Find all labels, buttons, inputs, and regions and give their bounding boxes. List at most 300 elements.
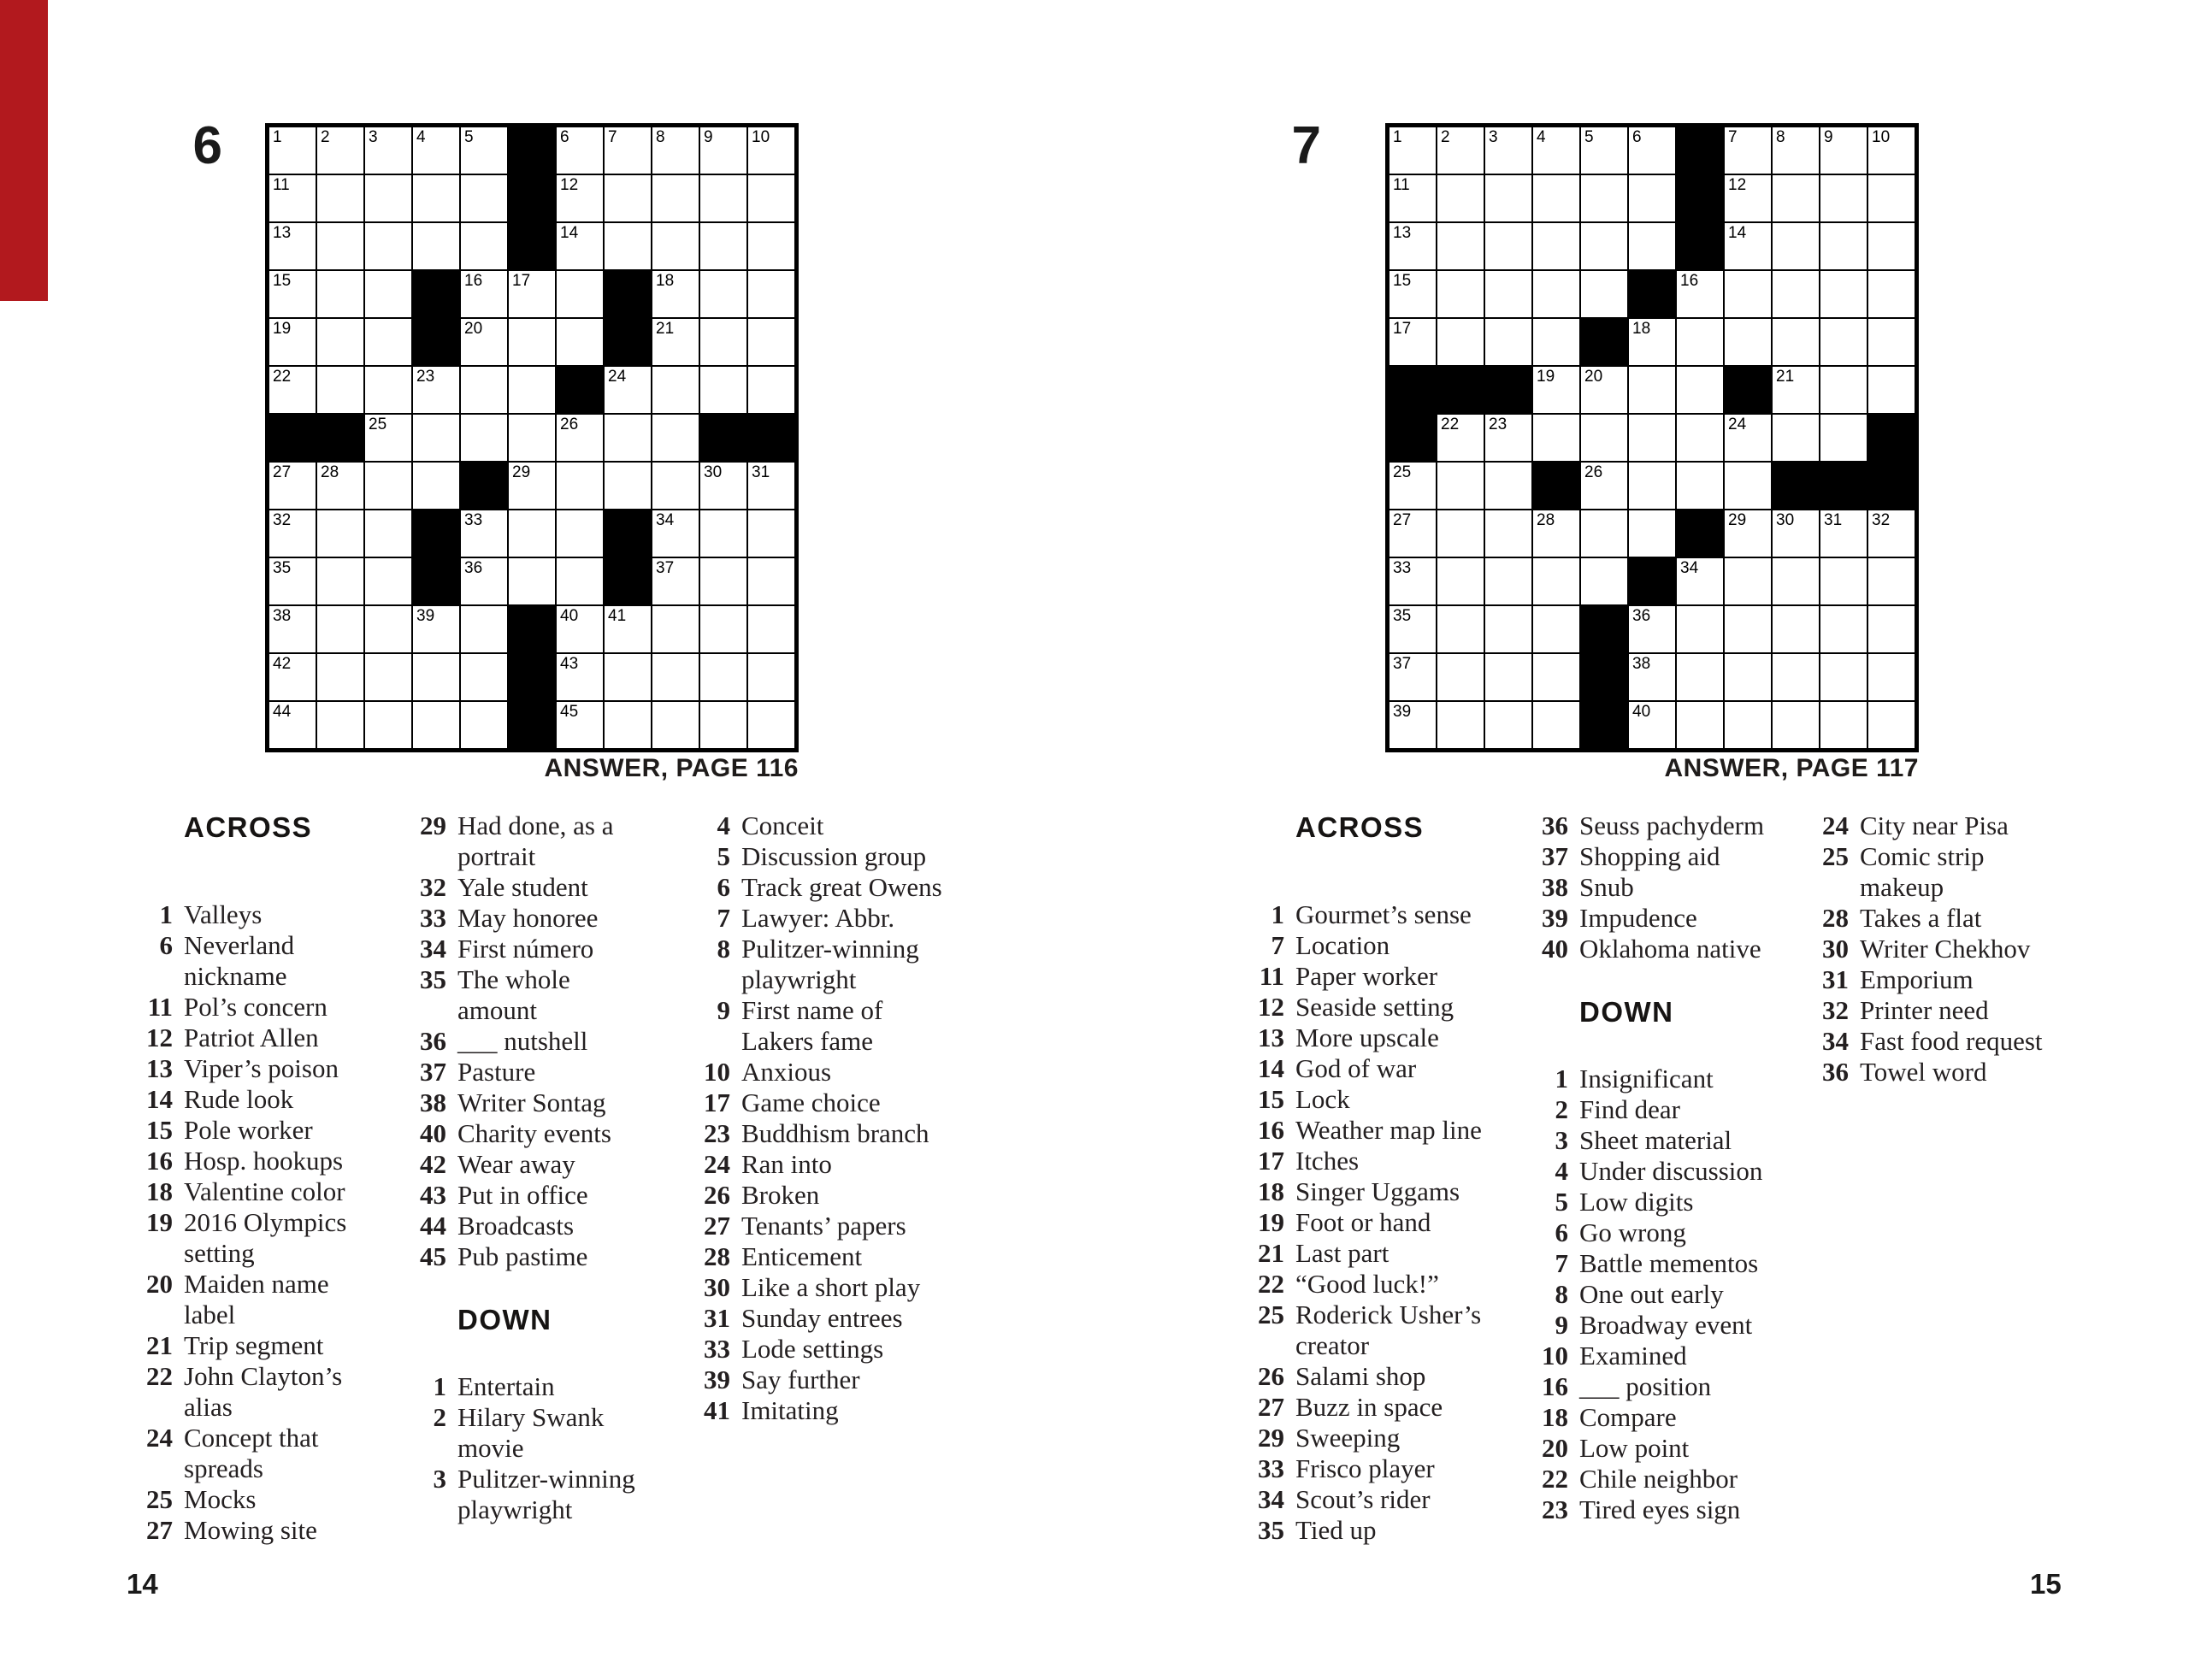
- clue-item: [1505, 1464, 1787, 1494]
- cell-number: 21: [656, 320, 675, 338]
- clue-text: Compare: [1579, 1402, 1677, 1432]
- grid-cell: [1437, 174, 1484, 222]
- cell-number: 9: [704, 128, 713, 146]
- grid-cell: [364, 605, 412, 653]
- clue-text: Singer Uggams: [1295, 1176, 1460, 1206]
- grid-cell: [364, 270, 412, 318]
- grid-cell: [1628, 653, 1676, 701]
- grid-cell: [1772, 270, 1820, 318]
- clue-item: [120, 1146, 402, 1176]
- clue-item: [1785, 1026, 2102, 1057]
- clue-number: 31: [1822, 964, 1849, 994]
- clue-text: May honoree: [457, 903, 599, 933]
- cell-number: 26: [1584, 463, 1603, 481]
- grid-cell: [364, 127, 412, 174]
- clue-item: [1221, 1515, 1503, 1546]
- cell-number: 37: [1393, 655, 1412, 673]
- clue-item: [383, 1241, 657, 1272]
- grid-cell: [1532, 653, 1580, 701]
- grid-cell: [747, 462, 795, 510]
- clue-item: [1221, 1484, 1503, 1515]
- grid-cell: [508, 462, 556, 510]
- clue-number: 17: [1258, 1146, 1284, 1176]
- clue-item: [383, 1402, 657, 1464]
- clue-number: 16: [146, 1146, 173, 1176]
- grid-cell: [1484, 318, 1532, 366]
- grid-cell: [364, 701, 412, 749]
- clue-number: 25: [1822, 841, 1849, 871]
- cell-number: 30: [704, 463, 723, 481]
- clue-text: Concept that spreads: [184, 1423, 319, 1483]
- grid-cell: [460, 605, 508, 653]
- cell-number: 14: [1728, 224, 1747, 242]
- grid-cell: [268, 222, 316, 270]
- clue-text: Hilary Swank movie: [457, 1402, 605, 1463]
- clue-item: [120, 1207, 402, 1269]
- cell-number: 25: [369, 416, 387, 433]
- grid-cell: [1580, 510, 1628, 557]
- clue-text: Towel word: [1860, 1057, 1987, 1087]
- black-square: [1532, 462, 1580, 510]
- clue-number: 8: [717, 934, 730, 964]
- cell-number: 4: [1537, 128, 1546, 146]
- grid-cell: [1532, 510, 1580, 557]
- cell-number: 11: [273, 176, 290, 194]
- clue-number: 11: [1259, 961, 1284, 991]
- grid-cell: [1532, 222, 1580, 270]
- clue-number: 10: [1542, 1341, 1568, 1371]
- grid-cell: [1724, 270, 1772, 318]
- grid-cell: [1772, 366, 1820, 414]
- clue-number: 17: [704, 1088, 730, 1117]
- clue-text: More upscale: [1295, 1023, 1439, 1052]
- grid-cell: [508, 557, 556, 605]
- grid-cell: [1437, 222, 1484, 270]
- clue-text: Buzz in space: [1295, 1392, 1443, 1422]
- clue-text: Had done, as a portrait: [457, 811, 614, 871]
- grid-cell: [1484, 462, 1532, 510]
- clue-text: Itches: [1295, 1146, 1360, 1176]
- clue-number: 23: [1542, 1494, 1568, 1524]
- clue-item: [1505, 1187, 1787, 1217]
- clue-number: 4: [1555, 1156, 1568, 1186]
- clue-item: [383, 1180, 657, 1211]
- grid-cell: [1724, 414, 1772, 462]
- clue-number: 32: [1822, 995, 1849, 1025]
- clue-text: Scout’s rider: [1295, 1484, 1431, 1514]
- grid-cell: [699, 127, 747, 174]
- clue-text: Lawyer: Abbr.: [741, 903, 895, 933]
- grid-cell: [1867, 701, 1915, 749]
- grid-cell: [652, 462, 699, 510]
- clue-item: [1221, 1176, 1503, 1207]
- grid-cell: [556, 557, 604, 605]
- clue-text: Battle mementos: [1579, 1248, 1759, 1278]
- grid-cell: [508, 366, 556, 414]
- clue-text: Sweeping: [1295, 1423, 1401, 1453]
- clue-item: [1221, 1238, 1503, 1269]
- clue-number: 27: [1258, 1392, 1284, 1422]
- clue-number: 5: [717, 841, 730, 871]
- grid-cell: [1772, 605, 1820, 653]
- grid-cell: [460, 222, 508, 270]
- grid-cell: [412, 366, 460, 414]
- clue-number: 1: [1555, 1064, 1568, 1093]
- grid-cell: [1532, 701, 1580, 749]
- clue-text: Sunday entrees: [741, 1303, 903, 1333]
- clue-text: Broken: [741, 1180, 820, 1210]
- grid-cell: [364, 318, 412, 366]
- clue-text: Impudence: [1579, 903, 1697, 933]
- clue-number: 35: [420, 964, 446, 994]
- puzzle-number-7: 7: [1291, 116, 1321, 175]
- cell-number: 33: [1393, 559, 1412, 577]
- clue-number: 35: [1258, 1515, 1284, 1545]
- grid-cell: [412, 222, 460, 270]
- clue-number: 18: [146, 1176, 173, 1206]
- black-square: [1628, 557, 1676, 605]
- clue-number: 8: [1555, 1279, 1568, 1309]
- cell-number: 22: [1441, 416, 1460, 433]
- grid-cell: [364, 510, 412, 557]
- grid-cell: [699, 318, 747, 366]
- grid-cell: [1484, 510, 1532, 557]
- clue-text: Rude look: [184, 1084, 294, 1114]
- grid-cell: [556, 653, 604, 701]
- grid-cell: [1628, 510, 1676, 557]
- grid-cell: [1628, 174, 1676, 222]
- grid-cell: [1820, 557, 1867, 605]
- grid-cell: [268, 557, 316, 605]
- cell-number: 28: [321, 463, 339, 481]
- clue-text: Roderick Usher’s creator: [1295, 1300, 1482, 1360]
- clue-number: 7: [717, 903, 730, 933]
- clue-item: [1785, 995, 2102, 1026]
- black-square: [1484, 366, 1532, 414]
- clue-number: 29: [420, 811, 446, 840]
- clue-number: 1: [159, 899, 173, 929]
- clue-number: 12: [1258, 992, 1284, 1022]
- cell-number: 39: [1393, 703, 1412, 721]
- grid-cell: [556, 462, 604, 510]
- black-square: [508, 222, 556, 270]
- grid-cell: [556, 701, 604, 749]
- clue-number: 31: [704, 1303, 730, 1333]
- clue-text: Say further: [741, 1365, 860, 1394]
- grid-cell: [1820, 366, 1867, 414]
- cell-number: 37: [656, 559, 675, 577]
- grid-cell: [1772, 557, 1820, 605]
- grid-cell: [316, 462, 364, 510]
- grid-cell: [652, 414, 699, 462]
- clue-number: 2: [433, 1402, 446, 1432]
- cell-number: 16: [464, 272, 483, 290]
- grid-cell: [1772, 701, 1820, 749]
- black-square: [1676, 174, 1724, 222]
- grid-cell: [747, 270, 795, 318]
- clue-item: [383, 1464, 657, 1525]
- grid-cell: [652, 510, 699, 557]
- cell-number: 3: [1489, 128, 1498, 146]
- grid-cell: [652, 318, 699, 366]
- clue-item: [383, 1149, 657, 1180]
- clue-text: Lode settings: [741, 1334, 884, 1364]
- clue-item: [1505, 872, 1787, 903]
- black-square: [508, 605, 556, 653]
- black-square: [268, 414, 316, 462]
- clue-item: [383, 1088, 657, 1118]
- clue-item: [667, 903, 966, 934]
- grid-cell: [1532, 318, 1580, 366]
- cell-number: 35: [273, 559, 292, 577]
- grid-cell: [1484, 414, 1532, 462]
- grid-cell: [460, 653, 508, 701]
- clue-text: Fast food request: [1860, 1026, 2043, 1056]
- grid-cell: [604, 701, 652, 749]
- clue-text: Paper worker: [1295, 961, 1438, 991]
- clue-number: 40: [420, 1118, 446, 1148]
- grid-cell: [1724, 653, 1772, 701]
- grid-cell: [699, 653, 747, 701]
- grid-cell: [747, 174, 795, 222]
- grid-cell: [1532, 414, 1580, 462]
- grid-cell: [1676, 318, 1724, 366]
- grid-cell: [1772, 222, 1820, 270]
- grid-cell: [604, 127, 652, 174]
- black-square: [1437, 366, 1484, 414]
- grid-cell: [1389, 510, 1437, 557]
- clue-item: [120, 992, 402, 1023]
- clue-item: [1221, 1084, 1503, 1115]
- cell-number: 12: [560, 176, 579, 194]
- cell-number: 34: [1680, 559, 1699, 577]
- crossword-grid-6: [265, 123, 799, 752]
- clue-item: [1505, 934, 1787, 964]
- clue-item: [1505, 1494, 1787, 1525]
- clue-item: [1221, 930, 1503, 961]
- cell-number: 10: [752, 128, 770, 146]
- grid-cell: [1724, 701, 1772, 749]
- clue-text: Tied up: [1295, 1515, 1377, 1545]
- grid-cell: [1389, 653, 1437, 701]
- grid-cell: [316, 557, 364, 605]
- clue-number: 14: [1258, 1053, 1284, 1083]
- cell-number: 32: [273, 511, 292, 529]
- clue-number: 28: [1822, 903, 1849, 933]
- clue-number: 13: [1258, 1023, 1284, 1052]
- grid-cell: [1484, 557, 1532, 605]
- grid-cell: [1724, 127, 1772, 174]
- clue-number: 2: [1555, 1094, 1568, 1124]
- grid-cell: [1628, 701, 1676, 749]
- grid-cell: [1437, 605, 1484, 653]
- clue-number: 12: [146, 1023, 173, 1052]
- clue-number: 5: [1555, 1187, 1568, 1217]
- grid-cell: [699, 366, 747, 414]
- clue-number: 16: [1542, 1371, 1568, 1401]
- grid-cell: [1820, 174, 1867, 222]
- cell-number: 39: [416, 607, 435, 625]
- black-square: [1867, 414, 1915, 462]
- clue-text: Pole worker: [184, 1115, 313, 1145]
- grid-cell: [1724, 462, 1772, 510]
- grid-cell: [699, 557, 747, 605]
- grid-cell: [604, 653, 652, 701]
- grid-cell: [1580, 414, 1628, 462]
- clue-number: 25: [1258, 1300, 1284, 1329]
- clue-number: 27: [704, 1211, 730, 1241]
- clue-number: 34: [1822, 1026, 1849, 1056]
- clue-number: 45: [420, 1241, 446, 1271]
- grid-cell: [1772, 653, 1820, 701]
- clue-item: [1221, 1053, 1503, 1084]
- grid-cell: [508, 414, 556, 462]
- clue-text: Snub: [1579, 872, 1634, 902]
- cell-number: 4: [416, 128, 426, 146]
- grid-cell: [1437, 462, 1484, 510]
- clue-number: 15: [1258, 1084, 1284, 1114]
- cell-number: 38: [1632, 655, 1651, 673]
- clue-number: 39: [704, 1365, 730, 1394]
- clue-item: [120, 1023, 402, 1053]
- grid-cell: [460, 701, 508, 749]
- clue-item: [667, 811, 966, 841]
- grid-cell: [1580, 222, 1628, 270]
- clue-number: 14: [146, 1084, 173, 1114]
- clue-text: Low point: [1579, 1433, 1690, 1463]
- grid-cell: [1484, 270, 1532, 318]
- cell-number: 35: [1393, 607, 1412, 625]
- cell-number: 8: [1776, 128, 1785, 146]
- clue-text: Tenants’ papers: [741, 1211, 906, 1241]
- cell-number: 5: [1584, 128, 1594, 146]
- grid-cell: [1724, 510, 1772, 557]
- clue-number: 19: [146, 1207, 173, 1237]
- clue-text: Imitating: [741, 1395, 839, 1425]
- clue-text: Maiden name label: [184, 1269, 329, 1329]
- grid-cell: [1484, 701, 1532, 749]
- clue-text: Writer Chekhov: [1860, 934, 2031, 964]
- clue-item: [120, 1084, 402, 1115]
- clue-text: Go wrong: [1579, 1217, 1686, 1247]
- black-square: [1820, 462, 1867, 510]
- grid-cell: [268, 270, 316, 318]
- cell-number: 31: [752, 463, 770, 481]
- clue-text: Viper’s poison: [184, 1053, 339, 1083]
- black-square: [508, 174, 556, 222]
- cell-number: 42: [273, 655, 292, 673]
- clue-item: [383, 1211, 657, 1241]
- clue-item: [1221, 899, 1503, 930]
- grid-cell: [460, 510, 508, 557]
- clue-item: [120, 1515, 402, 1546]
- clue-number: 3: [1555, 1125, 1568, 1155]
- clue-text: Sheet material: [1579, 1125, 1732, 1155]
- clue-item: [1221, 1269, 1503, 1300]
- clue-item: [667, 1272, 966, 1303]
- clue-item: [1505, 1371, 1787, 1402]
- clue-item: [667, 1057, 966, 1088]
- grid-cell: [1676, 270, 1724, 318]
- grid-cell: [1772, 174, 1820, 222]
- grid-cell: [699, 462, 747, 510]
- clue-number: 6: [159, 930, 173, 960]
- black-square: [412, 510, 460, 557]
- black-square: [412, 318, 460, 366]
- page-number-right: 15: [2030, 1568, 2062, 1600]
- black-square: [1389, 414, 1437, 462]
- cell-number: 33: [464, 511, 483, 529]
- black-square: [316, 414, 364, 462]
- clue-number: 32: [420, 872, 446, 902]
- cell-number: 5: [464, 128, 474, 146]
- grid-cell: [1676, 605, 1724, 653]
- grid-cell: [412, 605, 460, 653]
- clue-text: Trip segment: [184, 1330, 324, 1360]
- clue-item: [1505, 1433, 1787, 1464]
- grid-cell: [652, 557, 699, 605]
- black-square: [1676, 222, 1724, 270]
- clue-text: Takes a flat: [1860, 903, 1982, 933]
- black-square: [1628, 270, 1676, 318]
- clue-text: Find dear: [1579, 1094, 1680, 1124]
- clue-number: 24: [704, 1149, 730, 1179]
- clue-item: [120, 930, 402, 992]
- black-square: [508, 127, 556, 174]
- grid-cell: [556, 414, 604, 462]
- clue-number: 7: [1271, 930, 1284, 960]
- clue-text: Pulitzer-winning playwright: [741, 934, 919, 994]
- clue-number: 1: [1271, 899, 1284, 929]
- grid-cell: [1867, 174, 1915, 222]
- clue-number: 22: [146, 1361, 173, 1391]
- cell-number: 20: [464, 320, 483, 338]
- clue-item: [120, 1484, 402, 1515]
- grid-cell: [1820, 270, 1867, 318]
- clue-text: Pulitzer-winning playwright: [457, 1464, 635, 1524]
- grid-cell: [1867, 510, 1915, 557]
- grid-cell: [1532, 174, 1580, 222]
- grid-cell: [556, 510, 604, 557]
- grid-cell: [1484, 174, 1532, 222]
- clue-text: The whole amount: [457, 964, 570, 1025]
- answer-note-left: ANSWER, PAGE 116: [544, 754, 799, 782]
- clue-number: 41: [704, 1395, 730, 1425]
- grid-cell: [1724, 557, 1772, 605]
- grid-cell: [1628, 414, 1676, 462]
- clue-item: [383, 903, 657, 934]
- clue-number: 33: [704, 1334, 730, 1364]
- grid-cell: [1389, 462, 1437, 510]
- black-square: [1676, 127, 1724, 174]
- grid-cell: [1820, 127, 1867, 174]
- grid-cell: [699, 605, 747, 653]
- clue-number: 40: [1542, 934, 1568, 964]
- clue-item: [667, 1303, 966, 1334]
- grid-cell: [1532, 270, 1580, 318]
- grid-cell: [747, 510, 795, 557]
- grid-cell: [316, 510, 364, 557]
- clue-item: [120, 899, 402, 930]
- cell-number: 18: [1632, 320, 1651, 338]
- clue-item: [383, 964, 657, 1026]
- grid-cell: [747, 701, 795, 749]
- clue-item: [1505, 1310, 1787, 1341]
- grid-cell: [747, 653, 795, 701]
- black-square: [412, 270, 460, 318]
- clue-number: 21: [146, 1330, 173, 1360]
- clue-text: City near Pisa: [1860, 811, 2009, 840]
